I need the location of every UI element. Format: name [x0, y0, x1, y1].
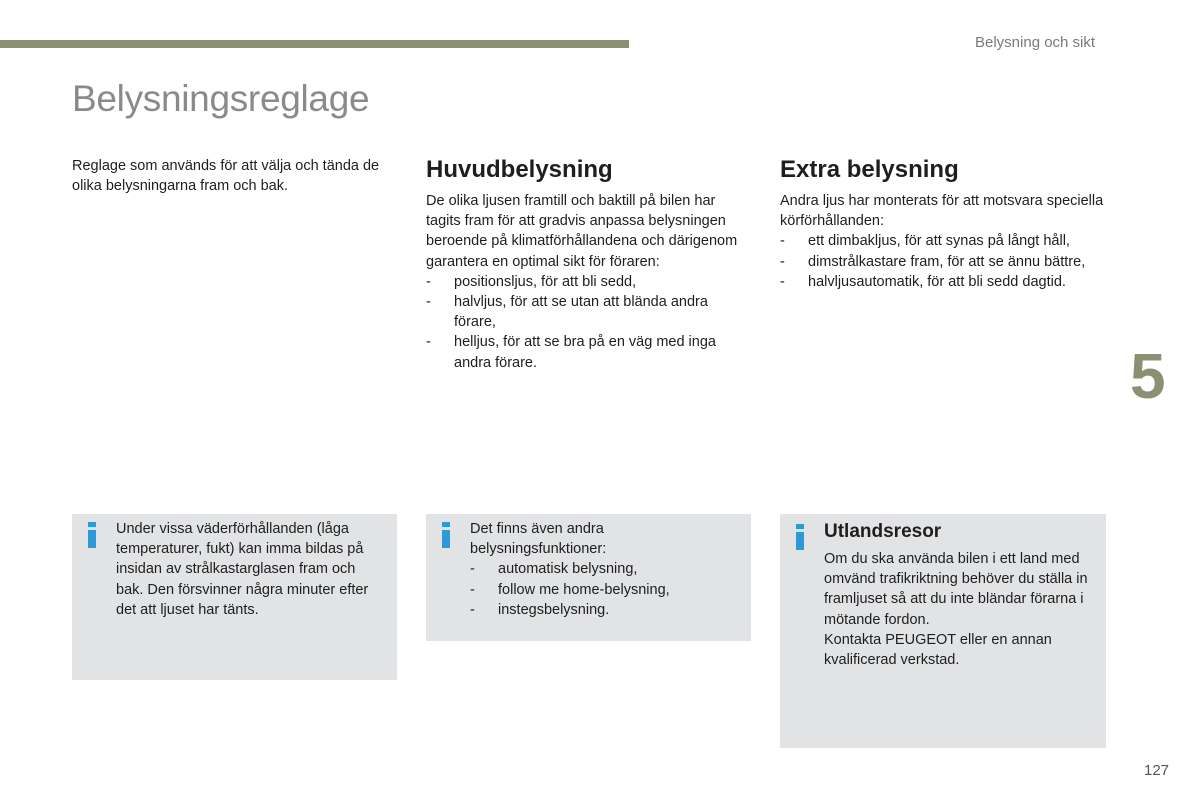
info-icon	[796, 524, 804, 550]
intro-column	[72, 156, 402, 196]
main-lighting-list	[426, 272, 752, 373]
list-item: - halvljus, för att se utan att blända andra förare,	[426, 292, 752, 332]
info-box-heading: Utlandsresor	[824, 521, 942, 542]
info-box-list	[470, 559, 739, 620]
list-item: - halvljusautomatik, för att bli sedd dagtid.	[780, 272, 1120, 292]
info-box-text: Det finns även andra belysningsfunktioner:	[470, 521, 607, 558]
extra-lighting-list	[780, 231, 1120, 292]
main-lighting-heading: Huvudbelysning	[426, 156, 613, 183]
list-item: - dimstrålkastare fram, för att se ännu bättre,	[780, 252, 1120, 272]
info-box-text: Under vissa väderförhållanden (låga temperaturer, fukt) kan imma bildas på insidan av strålkastarglasen fram och bak. Den försvinner några minuter efter det att ljuset har tänts.	[116, 521, 369, 618]
list-item: - instegsbelysning.	[470, 600, 739, 620]
header-accent-bar	[0, 40, 629, 48]
list-item: - positionsljus, för att bli sedd,	[426, 272, 752, 292]
main-lighting-column	[426, 155, 752, 373]
list-item: - helljus, för att se bra på en väg med inga andra förare.	[426, 332, 752, 372]
list-item: - ett dimbakljus, för att synas på långt håll,	[780, 231, 1120, 251]
info-icon	[442, 522, 450, 548]
info-box-travel-abroad	[780, 514, 1106, 748]
list-item: - automatisk belysning,	[470, 559, 739, 579]
extra-lighting-column	[780, 155, 1120, 292]
page-title: Belysningsreglage	[72, 78, 370, 119]
extra-lighting-text: Andra ljus har monterats för att motsvara speciella körförhållanden:	[780, 193, 1104, 230]
info-icon	[88, 522, 96, 548]
chapter-number: 5	[1130, 340, 1166, 412]
info-box-condensation	[72, 514, 397, 680]
list-item: - follow me home-belysning,	[470, 580, 739, 600]
intro-text: Reglage som används för att välja och tända de olika belysningarna fram och bak.	[72, 158, 380, 195]
main-lighting-text: De olika ljusen framtill och baktill på bilen har tagits fram för att gradvis anpassa belysningen beroende på klimatförhållandena och därigenom garantera en optimal sikt för föraren:	[426, 193, 738, 270]
section-title: Belysning och sikt	[975, 34, 1096, 51]
page-number: 127	[1144, 762, 1170, 779]
info-box-functions	[426, 514, 751, 641]
info-box-text-contact: Kontakta PEUGEOT eller en annan kvalificerad verkstad.	[824, 631, 1052, 669]
extra-lighting-heading: Extra belysning	[780, 156, 959, 183]
info-box-text: Om du ska använda bilen i ett land med omvänd trafikriktning behöver du ställa in framljuset så att du inte bländar förarna i mötande fordon.	[824, 551, 1088, 628]
